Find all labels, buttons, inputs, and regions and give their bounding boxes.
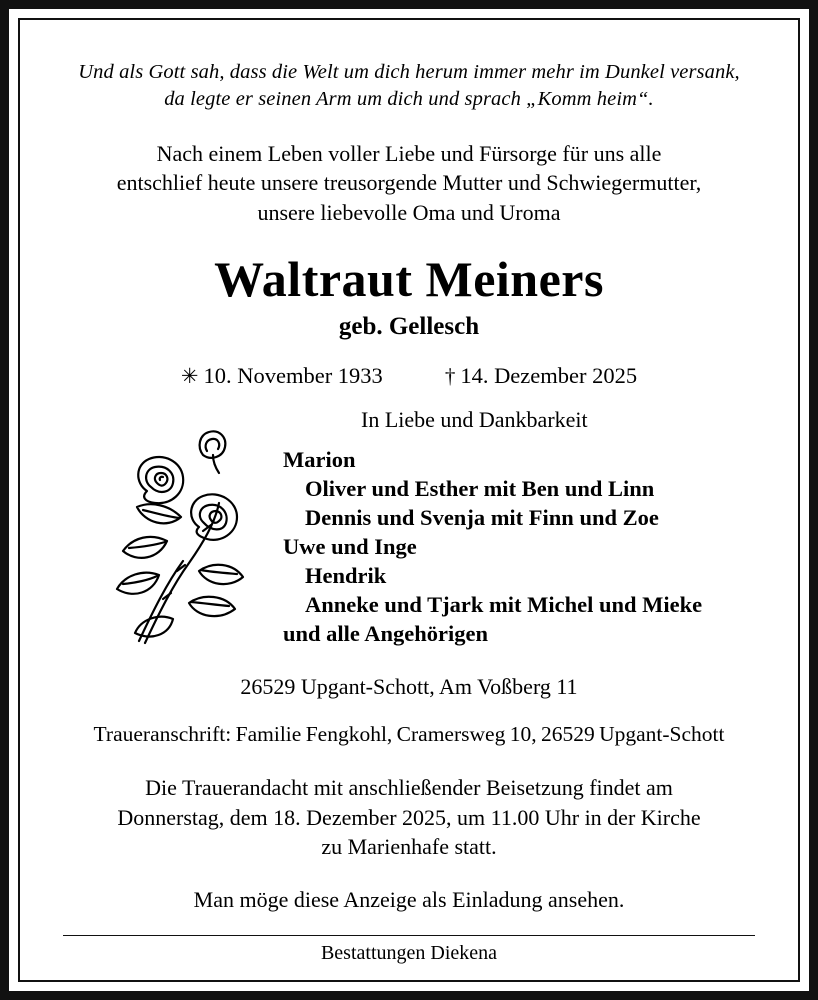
life-dates bbox=[45, 363, 773, 389]
intro-line-3: unsere liebevolle Oma und Uroma bbox=[257, 199, 561, 225]
birth-date-group bbox=[181, 363, 383, 389]
memorial-verse bbox=[45, 59, 773, 113]
footer-divider bbox=[63, 935, 755, 936]
family-section bbox=[45, 407, 773, 648]
family-members-list bbox=[283, 445, 773, 648]
service-line-1: Die Trauerandacht mit anschließender Beisetzung findet am bbox=[145, 775, 673, 801]
funeral-service-details bbox=[45, 773, 773, 861]
invitation-note: Man möge diese Anzeige als Einladung ansehen. bbox=[193, 887, 625, 913]
mourning-address: Traueranschrift: Familie Fengkohl, Cramersweg 10, 26529 Upgant-Schott bbox=[93, 722, 725, 747]
deceased-name: Waltraut Meiners bbox=[214, 250, 604, 307]
death-date-group bbox=[445, 363, 637, 389]
verse-line-1: Und als Gott sah, dass die Welt um dich herum immer mehr im Dunkel versank, bbox=[78, 61, 740, 83]
family-member: Hendrik bbox=[305, 563, 387, 589]
death-date: 14. Dezember 2025 bbox=[460, 363, 638, 389]
cross-death-icon: † bbox=[444, 364, 456, 389]
verse-line-2: da legte er seinen Arm um dich und sprach „Komm heim“. bbox=[164, 88, 654, 111]
family-member: Marion bbox=[283, 447, 356, 473]
obituary-content bbox=[29, 29, 789, 977]
intro-line-1: Nach einem Leben voller Liebe und Fürsorge für uns alle bbox=[156, 141, 662, 167]
funeral-home-name: Bestattungen Diekena bbox=[320, 942, 498, 965]
family-member: Dennis und Svenja mit Finn und Zoe bbox=[305, 505, 659, 531]
asterisk-birth-icon: ✳ bbox=[180, 364, 199, 389]
service-line-2: Donnerstag, dem 18. Dezember 2025, um 11.00 Uhr in der Kirche bbox=[117, 804, 701, 830]
deceased-birth-name: geb. Gellesch bbox=[338, 313, 480, 341]
family-member: Oliver und Esther mit Ben und Linn bbox=[305, 476, 655, 502]
birth-date: 10. November 1933 bbox=[203, 363, 383, 389]
intro-line-2: entschlief heute unsere treusorgende Mutter und Schwiegermutter, bbox=[116, 170, 702, 196]
family-member: Uwe und Inge bbox=[283, 534, 417, 560]
family-member: Anneke und Tjark mit Michel und Mieke bbox=[305, 592, 703, 618]
family-thanks-text: In Liebe und Dankbarkeit bbox=[361, 407, 588, 433]
family-member: und alle Angehörigen bbox=[283, 621, 489, 647]
rose-branch-illustration bbox=[107, 413, 277, 653]
introduction-text bbox=[45, 139, 773, 227]
family-names-block bbox=[265, 407, 773, 648]
residence-address: 26529 Upgant-Schott, Am Voßberg 11 bbox=[240, 674, 578, 700]
service-line-3: zu Marienhafe statt. bbox=[321, 833, 497, 859]
